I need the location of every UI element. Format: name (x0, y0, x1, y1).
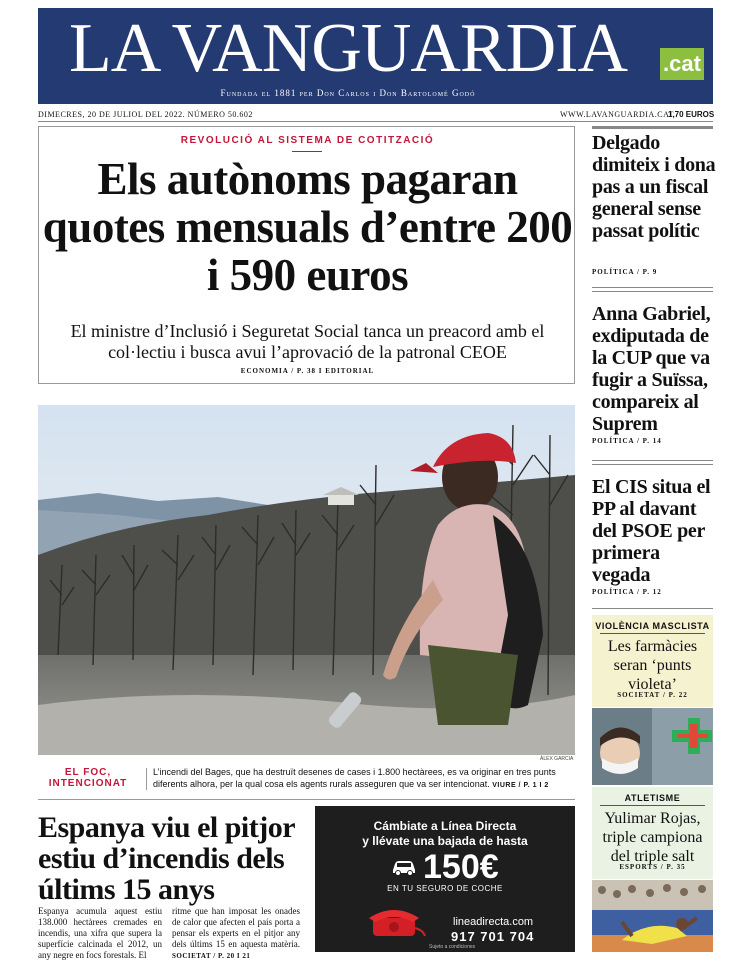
athlete-photo-illustration (592, 880, 713, 952)
ad-conditions: Sujeto a condiciones (429, 944, 476, 950)
right-section-ref: POLÍTICA / P. 14 (592, 437, 662, 445)
pharmacy-photo-illustration (592, 708, 713, 785)
right-headline-gabriel[interactable]: Anna Gabriel, exdiputada de la CUP que va fugir a Suïssa, compareix al Suprem (592, 303, 711, 435)
divider (592, 608, 713, 609)
divider (592, 464, 713, 465)
main-story[interactable] (38, 126, 575, 384)
divider (592, 291, 713, 292)
caption-section-ref: VIURE / P. 1 I 2 (492, 782, 549, 789)
secondary-body-col1: Espanya acumula aquest estiu 138.000 hectàrees cremades en incendis, una xifra que supera la superfície calcinada el 2012, un any negre en focs forestals. El (38, 906, 162, 960)
secondary-body-col2 (172, 906, 300, 960)
divider (600, 633, 705, 634)
ad-website[interactable]: lineadirecta.com (453, 916, 534, 928)
photo-caption-text: L’incendi del Bages, que ha destruït desenes de cases i 1.800 hectàrees, es va originar en tres punts diferents alhora, per la qual cosa els agents rurals asseguren que va ser intencionat. (153, 767, 556, 789)
cat-badge: .cat (660, 48, 704, 80)
photo-credit: ÀLEX GARCIA (540, 756, 574, 762)
right-headline-cis[interactable]: El CIS situa el PP al davant del PSOE per primera vegada (592, 476, 711, 586)
ad-line2: y llévate una bajada de hasta (362, 834, 528, 848)
dateline: DIMECRES, 20 DE JULIOL DEL 2022. NÚMERO 50.602 (38, 110, 253, 119)
car-icon (391, 858, 417, 876)
promo-box-atletisme[interactable] (592, 787, 713, 879)
kicker-underline (292, 151, 322, 152)
right-section-ref: POLÍTICA / P. 9 (592, 268, 658, 276)
divider (600, 805, 705, 806)
divider (38, 799, 575, 800)
pharmacy-photo[interactable] (592, 708, 713, 785)
ad-copy (315, 819, 575, 849)
promo-kicker: ATLETISME (624, 793, 681, 803)
masthead-logo[interactable]: LA VANGUARDIA (68, 10, 628, 87)
ad-line1: Cámbiate a Línea Directa (373, 819, 517, 833)
promo-section-ref: ESPORTS / P. 35 (619, 863, 686, 871)
ad-phone[interactable]: 917 701 704 (451, 929, 535, 944)
divider (592, 287, 713, 288)
right-section-ref: POLÍTICA / P. 12 (592, 588, 662, 596)
promo-title: Yulimar Rojas, triple campiona del triple salt (602, 810, 703, 865)
right-headline-delgado[interactable]: Delgado dimiteix i dona pas a un fiscal general sense passat polític (592, 132, 716, 242)
fire-photo[interactable] (38, 405, 575, 755)
ad-line3: EN TU SEGURO DE COCHE (387, 884, 503, 893)
founded-line: Fundada el 1881 per Don Carlos i Don Bartolomé Godó (220, 88, 476, 98)
promo-box-violencia[interactable] (592, 615, 713, 707)
photo-caption (153, 766, 578, 792)
secondary-section-ref: SOCIETAT / P. 20 I 21 (172, 952, 251, 960)
divider (592, 460, 713, 461)
caption-divider (146, 768, 147, 790)
divider (38, 121, 713, 122)
promo-kicker: VIOLÈNCIA MASCLISTA (595, 621, 710, 631)
divider (592, 126, 713, 129)
advertisement[interactable] (315, 806, 575, 952)
price: 1,70 EUROS (668, 110, 715, 119)
athlete-photo[interactable] (592, 880, 713, 952)
promo-section-ref: SOCIETAT / P. 22 (617, 691, 688, 699)
red-phone-icon (367, 906, 427, 940)
promo-title: Les farmàcies seran ‘punts violeta’ (607, 638, 698, 693)
website-link[interactable]: WWW.LAVANGUARDIA.CAT (560, 110, 674, 119)
main-section-ref: ECONOMIA / P. 38 I EDITORIAL (240, 367, 375, 375)
masthead (38, 8, 713, 104)
main-kicker: REVOLUCIÓ AL SISTEMA DE COTITZACIÓ (180, 135, 435, 146)
fire-photo-illustration (38, 405, 575, 755)
ad-amount: 150€ (423, 848, 499, 886)
secondary-body-col2-text: ritme que han imposat les onades de calor que afecten el país porta a pensar els experts en el pitjor any dels últims 15 en aquesta matèria. (172, 906, 300, 949)
secondary-headline[interactable]: Espanya viu el pitjor estiu d’incendis dels últims 15 anys (38, 811, 295, 906)
main-headline[interactable]: Els autònoms pagaran quotes mensuals d’entre 200 i 590 euros (42, 154, 573, 300)
main-subhead: El ministre d’Inclusió i Seguretat Social tanca un preacord amb el col·lectiu i busca avui l’aprovació de la patronal CEOE (70, 321, 545, 362)
caption-kicker: EL FOC, INTENCIONAT (48, 767, 128, 789)
